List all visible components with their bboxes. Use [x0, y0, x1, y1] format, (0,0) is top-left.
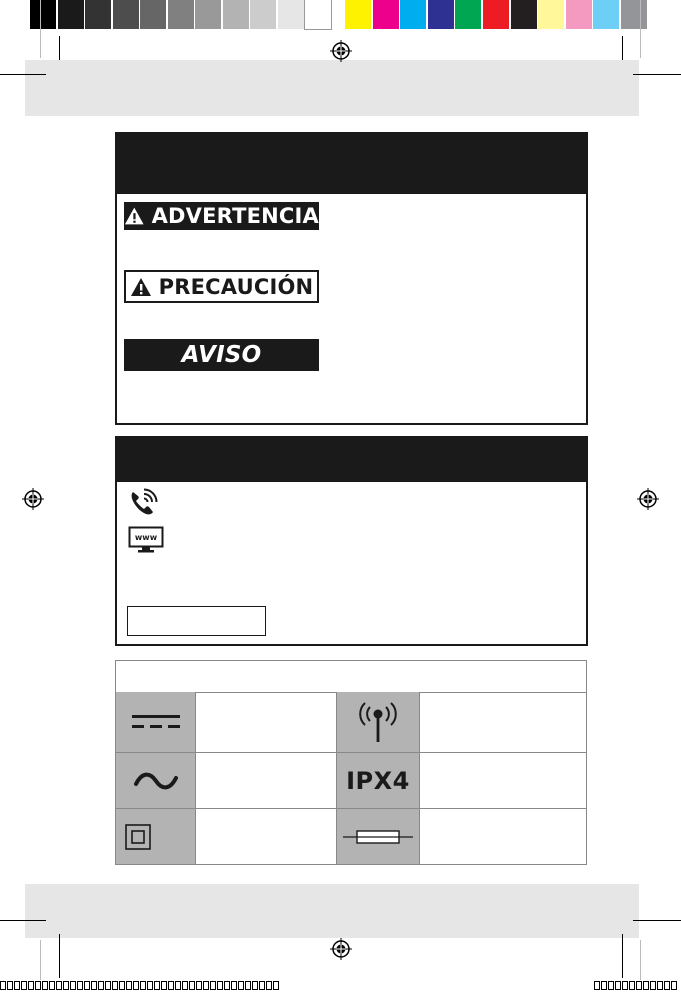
- slug-glyph: [35, 981, 41, 990]
- slug-glyph: [245, 981, 251, 990]
- header-band: [25, 60, 639, 116]
- section-header-band: [117, 134, 586, 194]
- color-swatch: [140, 0, 166, 29]
- precaucion-label: [124, 270, 319, 303]
- slug-glyph: [7, 981, 13, 990]
- advertencia-label: [124, 202, 319, 230]
- slug-glyph: [140, 981, 146, 990]
- slug-glyph: [622, 981, 628, 990]
- slug-glyph: [643, 981, 649, 990]
- slug-glyph: [49, 981, 55, 990]
- color-swatch: [58, 0, 84, 29]
- slug-glyph: [594, 981, 600, 990]
- table-column-divider: [336, 692, 337, 864]
- slug-glyph: [14, 981, 20, 990]
- slug-glyph: [112, 981, 118, 990]
- color-swatch: [113, 0, 139, 29]
- slug-glyph: [28, 981, 34, 990]
- color-swatch: [168, 0, 194, 29]
- warning-triangle-icon: [124, 206, 145, 226]
- color-swatch: [30, 0, 56, 29]
- color-swatch: [621, 0, 647, 29]
- slug-glyph: [273, 981, 279, 990]
- slug-glyph: [161, 981, 167, 990]
- slug-glyph: [154, 981, 160, 990]
- slug-glyph: [189, 981, 195, 990]
- crop-mark: [622, 36, 623, 60]
- slug-glyph: [196, 981, 202, 990]
- crop-mark: [622, 934, 623, 978]
- color-swatch: [250, 0, 276, 29]
- slug-glyph: [91, 981, 97, 990]
- color-swatch: [305, 0, 331, 29]
- www-label: www: [134, 533, 158, 542]
- print-slug-left: [0, 981, 300, 994]
- crop-mark: [0, 920, 46, 921]
- crop-mark: [59, 934, 60, 978]
- slug-glyph: [98, 981, 104, 990]
- slug-glyph: [629, 981, 635, 990]
- slug-glyph: [126, 981, 132, 990]
- slug-glyph: [231, 981, 237, 990]
- symbol-cell-ac: [116, 753, 195, 808]
- section-header-band: [117, 438, 586, 482]
- footer-band: [25, 884, 639, 938]
- color-swatch: [195, 0, 221, 29]
- color-swatch: [593, 0, 619, 29]
- color-swatch: [345, 0, 371, 29]
- table-column-divider: [195, 692, 196, 864]
- empty-info-box: [127, 606, 266, 636]
- color-swatch: [85, 0, 111, 29]
- color-swatch: [511, 0, 537, 29]
- crop-mark: [640, 940, 641, 980]
- aviso-text: AVISO: [181, 342, 262, 368]
- slug-glyph: [671, 981, 677, 990]
- slug-glyph: [217, 981, 223, 990]
- slug-glyph: [147, 981, 153, 990]
- slug-glyph: [238, 981, 244, 990]
- table-column-divider: [419, 692, 420, 864]
- crop-mark: [40, 940, 41, 980]
- crop-mark: [640, 0, 641, 58]
- color-swatch: [538, 0, 564, 29]
- slug-glyph: [657, 981, 663, 990]
- crop-mark: [0, 74, 46, 75]
- ac-current-icon: [133, 768, 179, 794]
- advertencia-text: ADVERTENCIA: [151, 204, 319, 228]
- crop-mark: [59, 36, 60, 60]
- color-swatch: [223, 0, 249, 29]
- slug-glyph: [105, 981, 111, 990]
- phone-icon: [128, 488, 158, 518]
- ipx4-rating: IPX4: [346, 766, 410, 795]
- slug-glyph: [0, 981, 6, 990]
- aviso-label: [124, 339, 319, 371]
- slug-glyph: [168, 981, 174, 990]
- crop-mark: [633, 74, 681, 75]
- registration-mark-icon: [22, 488, 44, 510]
- table-row-divider: [116, 752, 586, 753]
- symbol-cell-class-ii: [116, 809, 195, 864]
- slug-glyph: [42, 981, 48, 990]
- color-swatch: [278, 0, 304, 29]
- slug-glyph: [56, 981, 62, 990]
- table-row-divider: [116, 808, 586, 809]
- slug-glyph: [615, 981, 621, 990]
- slug-glyph: [210, 981, 216, 990]
- color-swatch: [428, 0, 454, 29]
- slug-glyph: [664, 981, 670, 990]
- precaucion-text: PRECAUCIÓN: [158, 274, 314, 299]
- symbol-cell-dc: [116, 692, 195, 752]
- symbol-cell-fuse: [337, 809, 419, 864]
- slug-glyph: [252, 981, 258, 990]
- slug-glyph: [203, 981, 209, 990]
- slug-glyph: [175, 981, 181, 990]
- registration-mark-icon: [637, 488, 659, 510]
- symbols-table-header: [116, 661, 586, 693]
- crop-mark: [633, 920, 681, 921]
- fuse-icon: [343, 827, 413, 847]
- color-swatch: [373, 0, 399, 29]
- registration-mark-icon: [330, 938, 352, 960]
- symbol-cell-ipx4: [337, 753, 419, 808]
- protection-class-ii-icon: [124, 823, 152, 851]
- symbol-cell-antenna: [337, 692, 419, 752]
- slug-glyph: [601, 981, 607, 990]
- slug-glyph: [636, 981, 642, 990]
- color-swatch: [566, 0, 592, 29]
- slug-glyph: [133, 981, 139, 990]
- slug-glyph: [119, 981, 125, 990]
- slug-glyph: [21, 981, 27, 990]
- radio-antenna-icon: [358, 700, 398, 744]
- color-swatch: [483, 0, 509, 29]
- slug-glyph: [70, 981, 76, 990]
- registration-mark-icon: [330, 40, 352, 62]
- warning-triangle-icon: [130, 277, 152, 297]
- print-slug-right: [594, 981, 681, 994]
- slug-glyph: [608, 981, 614, 990]
- slug-glyph: [63, 981, 69, 990]
- slug-glyph: [650, 981, 656, 990]
- dc-current-icon: [131, 712, 181, 732]
- slug-glyph: [182, 981, 188, 990]
- slug-glyph: [266, 981, 272, 990]
- slug-glyph: [224, 981, 230, 990]
- color-swatch: [400, 0, 426, 29]
- crop-mark: [40, 0, 41, 58]
- web-monitor-icon: [128, 526, 164, 554]
- slug-glyph: [84, 981, 90, 990]
- color-swatch: [455, 0, 481, 29]
- slug-glyph: [259, 981, 265, 990]
- slug-glyph: [77, 981, 83, 990]
